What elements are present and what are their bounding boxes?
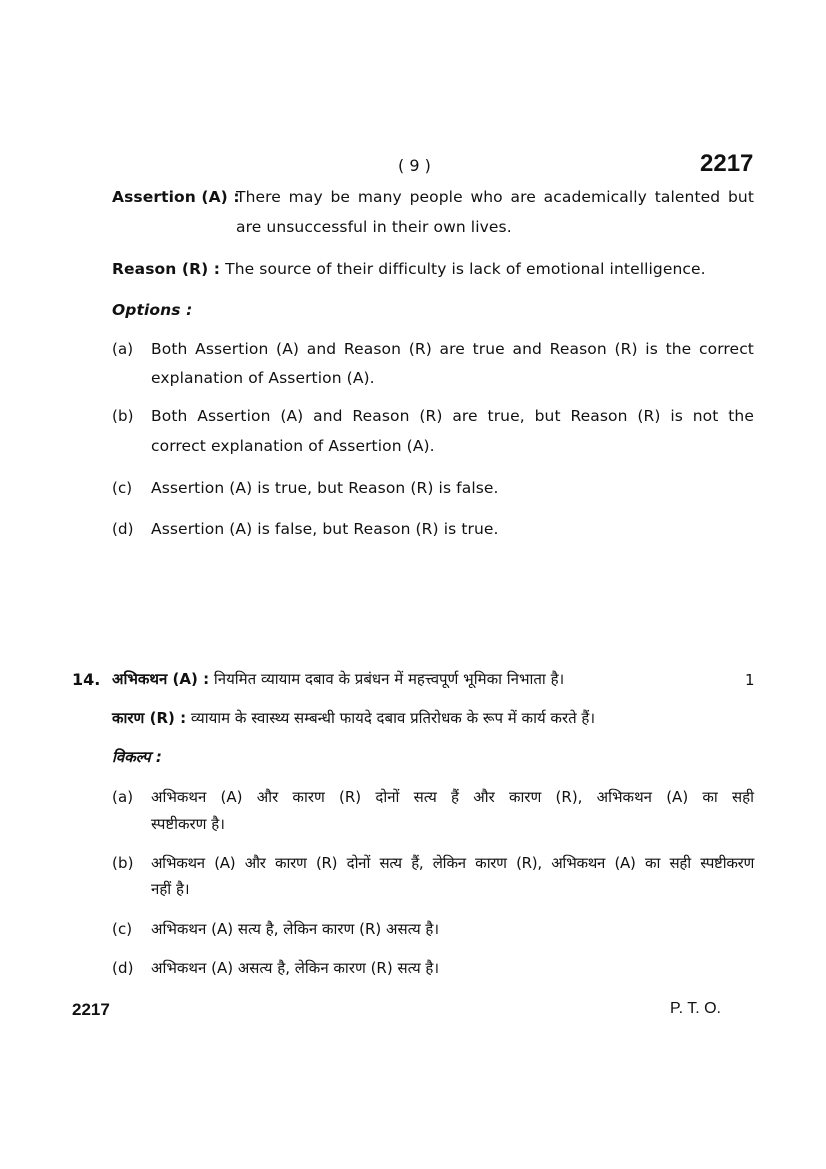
hindi-reason-text: व्यायाम के स्वास्थ्य सम्बन्धी फायदे दबाव प्रतिरोधक के रूप में कार्य करते हैं। <box>190 709 596 727</box>
option-a-line-1: Both Assertion (A) and Reason (R) are true and Reason (R) is the correct <box>151 340 754 358</box>
hindi-assertion-row <box>112 669 564 689</box>
option-d-label: (d) <box>112 520 134 538</box>
hindi-option-d-label: (d) <box>112 959 134 977</box>
page-number: ( 9 ) <box>398 156 431 175</box>
assertion-label-text: Assertion (A) : <box>112 188 240 206</box>
hindi-option-b-label: (b) <box>112 854 134 872</box>
assertion-label <box>112 188 240 206</box>
hindi-option-c-text: अभिकथन (A) सत्य है, लेकिन कारण (R) असत्य है। <box>151 920 440 938</box>
hindi-option-d-text: अभिकथन (A) असत्य है, लेकिन कारण (R) सत्य है। <box>151 959 440 977</box>
hindi-option-c-label: (c) <box>112 920 133 938</box>
hindi-reason-label: कारण (R) : <box>112 709 187 727</box>
pto: P. T. O. <box>670 1000 721 1017</box>
reason-row <box>112 260 706 278</box>
marks: 1 <box>745 671 755 689</box>
option-b-label: (b) <box>112 407 134 425</box>
hindi-options-heading: विकल्प : <box>112 748 162 766</box>
hindi-assertion-text: नियमित व्यायाम दबाव के प्रबंधन में महत्त्वपूर्ण भूमिका निभाता है। <box>213 670 565 688</box>
reason-text: The source of their difficulty is lack of emotional intelligence. <box>225 260 706 278</box>
option-a-line-2: explanation of Assertion (A). <box>151 369 375 387</box>
paper-code-top: 2217 <box>700 150 754 177</box>
paper-code-bottom: 2217 <box>72 1000 110 1019</box>
question-number: 14. <box>72 670 101 689</box>
hindi-option-b-line-1: अभिकथन (A) और कारण (R) दोनों सत्य हैं, लेकिन कारण (R), अभिकथन (A) का सही स्पष्टीकरण <box>151 854 754 872</box>
hindi-option-b-line-2: नहीं है। <box>151 880 190 898</box>
options-heading: Options : <box>112 301 193 319</box>
option-b-line-2: correct explanation of Assertion (A). <box>151 437 435 455</box>
hindi-option-a-line-2: स्पष्टीकरण है। <box>151 815 225 833</box>
assertion-line-1: There may be many people who are academically talented but <box>236 188 754 206</box>
option-c-label: (c) <box>112 479 133 497</box>
hindi-option-a-line-1: अभिकथन (A) और कारण (R) दोनों सत्य हैं और कारण (R), अभिकथन (A) का सही <box>151 788 754 806</box>
hindi-assertion-label: अभिकथन (A) : <box>112 670 210 688</box>
assertion-line-2: are unsuccessful in their own lives. <box>236 218 512 236</box>
hindi-reason-row <box>112 708 595 728</box>
option-b-line-1: Both Assertion (A) and Reason (R) are true, but Reason (R) is not the <box>151 407 754 425</box>
hindi-option-a-label: (a) <box>112 788 134 806</box>
reason-label: Reason (R) : <box>112 260 221 278</box>
option-a-label: (a) <box>112 340 134 358</box>
option-d-text: Assertion (A) is false, but Reason (R) is true. <box>151 520 499 538</box>
option-c-text: Assertion (A) is true, but Reason (R) is false. <box>151 479 499 497</box>
